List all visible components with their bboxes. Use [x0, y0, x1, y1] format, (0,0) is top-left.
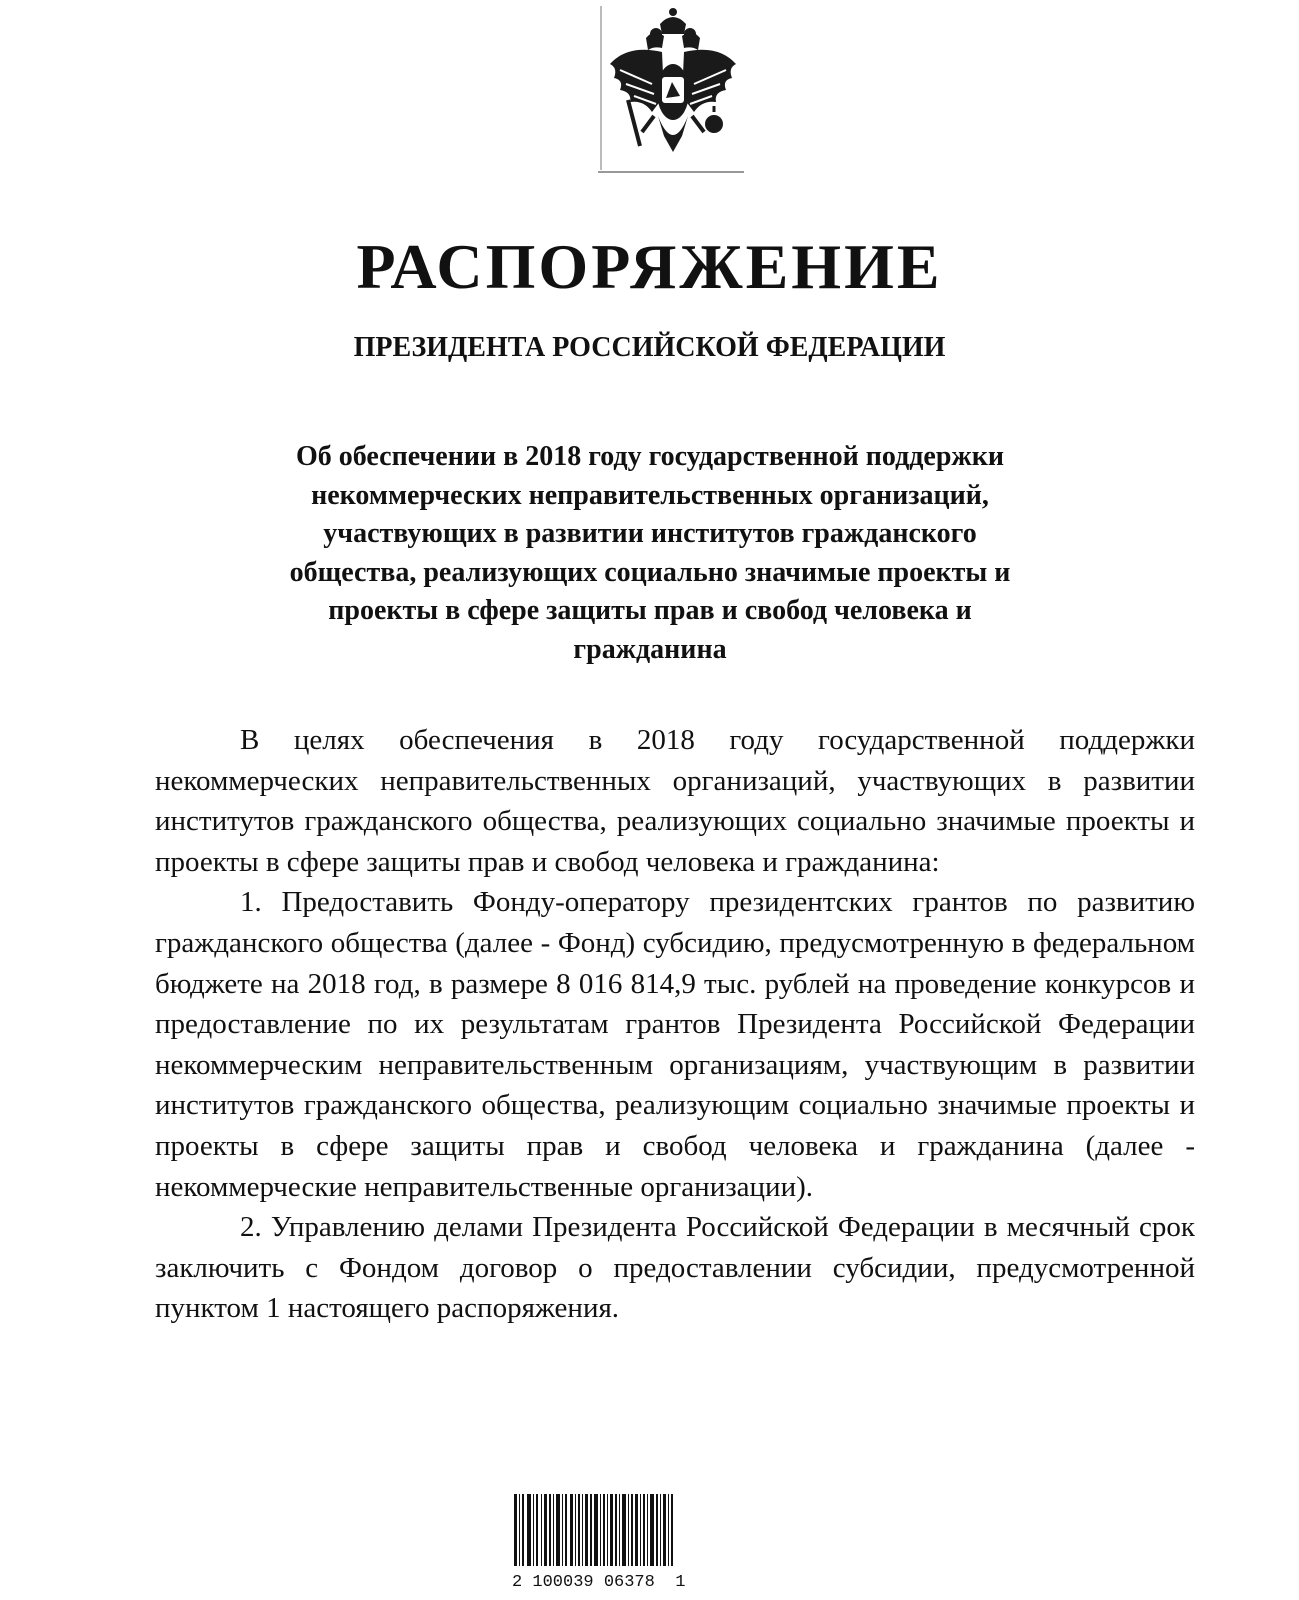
barcode-number: 2 100039 06378 1 [512, 1573, 686, 1592]
heading-line: Об обеспечении в 2018 году государственной поддержки [296, 441, 1004, 472]
barcode [512, 1490, 692, 1598]
coat-of-arms-icon [598, 4, 748, 176]
heading-line: общества, реализующих социально значимые проекты и [289, 556, 1011, 588]
heading-line: гражданина [573, 633, 727, 665]
document-heading [150, 438, 1150, 670]
document-body [155, 720, 1195, 1329]
heading-line: некоммерческих неправительственных организаций, [311, 479, 989, 511]
heading-line: участвующих в развитии институтов гражданского [323, 518, 977, 550]
document-subtitle: ПРЕЗИДЕНТА РОССИЙСКОЙ ФЕДЕРАЦИИ [353, 332, 946, 363]
document-title: РАСПОРЯЖЕНИЕ [356, 231, 943, 302]
preamble-paragraph: В целях обеспечения в 2018 году государственной поддержки некоммерческих неправительственных организаций, участвующих в развитии институтов гражданского общества, реализующих социально значимые проекты и проекты в сфере защиты прав и свобод человека и гражданина: [155, 724, 1195, 878]
clause-2-paragraph: 2. Управлению делами Президента Российской Федерации в месячный срок заключить с Фондом договор о предоставлении субсидии, предусмотренной пунктом 1 настоящего распоряжения. [155, 1211, 1195, 1325]
clause-1-paragraph: 1. Предоставить Фонду-оператору президентских грантов по развитию гражданского общества (далее - Фонд) субсидию, предусмотренную в федеральном бюджете на 2018 год, в размере 8 016 814,9 тыс. рублей на проведение конкурсов и предоставление по их результатам грантов Президента Российской Федерации некоммерческим неправительственным организациям, участвующим в развитии институтов гражданского общества, реализующим социально значимые проекты и проекты в сфере защиты прав и свобод человека и гражданина (далее - некоммерческие неправительственные организации). [155, 886, 1195, 1203]
heading-line: проекты в сфере защиты прав и свобод человека и [328, 595, 972, 627]
barcode-icon [512, 1490, 692, 1572]
